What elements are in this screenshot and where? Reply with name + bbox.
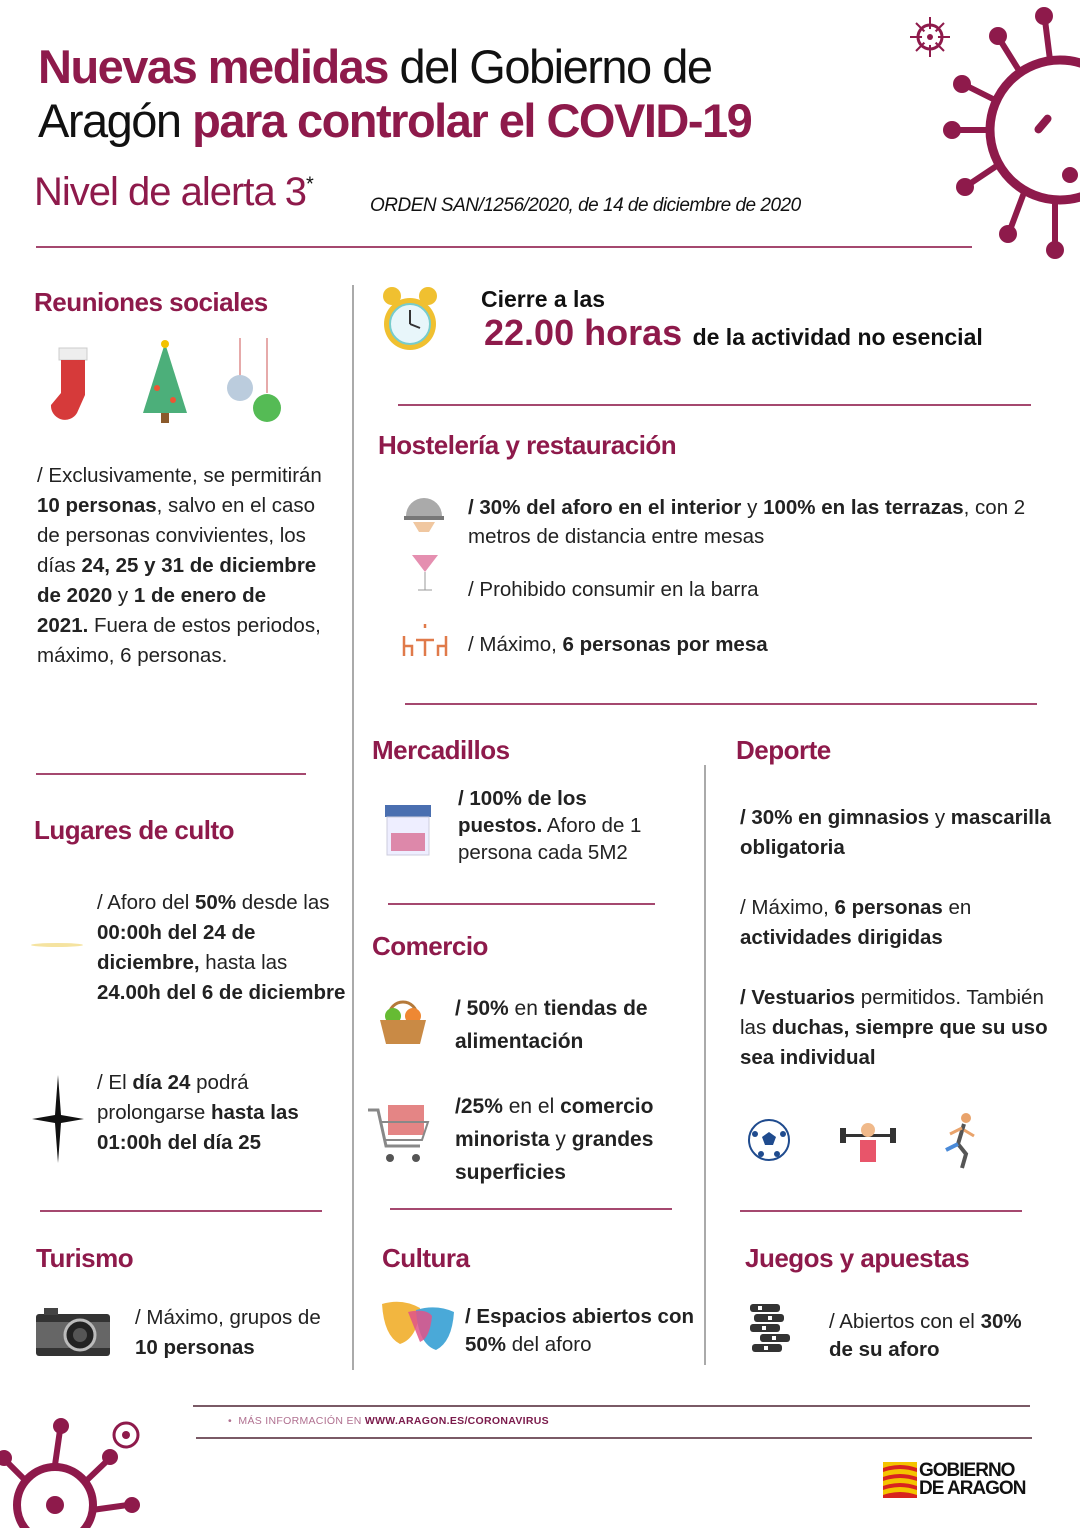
- text-segment: y: [741, 496, 764, 519]
- section-divider: [398, 404, 1031, 406]
- hosteleria-text-2: [468, 575, 1028, 605]
- text-segment: / Máximo,: [740, 896, 835, 919]
- text-segment: Aforo de 1 persona cada 5M2: [458, 814, 642, 864]
- ornaments-icon: [225, 338, 285, 428]
- cultura-text: [465, 1303, 695, 1359]
- section-title-cultura: Cultura: [382, 1243, 470, 1273]
- comercio-text-2: [455, 1090, 700, 1189]
- title-line-1: [38, 40, 751, 94]
- christmas-tree-icon: [135, 338, 195, 428]
- bold-text: / 50%: [455, 997, 509, 1020]
- bold-text: / Espacios abiertos con 50%: [465, 1305, 694, 1356]
- text-segment: , salvo en el caso de personas convivientes, los días: [37, 494, 316, 577]
- bold-text: 30% de su aforo: [829, 1310, 1022, 1361]
- bold-text: Nuevas medidas: [38, 40, 388, 93]
- bold-text: 24, 25 y 31 de diciembre de 2020: [37, 554, 317, 607]
- order-reference: ORDEN SAN/1256/2020, de 14 de diciembre de 2020: [370, 195, 801, 216]
- bold-text: actividades dirigidas: [740, 926, 943, 949]
- deporte-text-2: [740, 893, 1060, 953]
- bold-text: /25%: [455, 1095, 503, 1118]
- culto-text-1: [97, 888, 347, 1008]
- market-stall-icon: [383, 803, 433, 857]
- bold-text: día 24: [132, 1071, 191, 1094]
- deporte-text-3: [740, 983, 1070, 1073]
- text-segment: desde las: [236, 891, 330, 914]
- casino-chips-icon: [748, 1300, 794, 1358]
- text-segment: / Máximo, grupos de: [135, 1306, 321, 1329]
- closing-time: [484, 312, 983, 354]
- text-segment: del Gobierno de: [387, 40, 712, 93]
- bold-text: 100% en las terrazas: [763, 496, 964, 519]
- section-title-juegos: Juegos y apuestas: [745, 1243, 970, 1273]
- alarm-clock-icon: [380, 284, 440, 356]
- mercadillos-text: [458, 785, 673, 866]
- text-segment: permitidos. También las: [740, 986, 1044, 1039]
- deporte-text-1: [740, 803, 1060, 863]
- section-divider: [740, 1210, 1022, 1212]
- more-info-prefix-text: MÁS INFORMACIÓN EN: [238, 1415, 365, 1427]
- bold-text: 00:00h del 24 de diciembre,: [97, 921, 256, 974]
- text-segment: del aforo: [506, 1333, 592, 1356]
- section-divider: [388, 903, 655, 905]
- logo-line-2: DE ARAGON: [919, 1478, 1026, 1499]
- footer-bottom-rule: [196, 1437, 1032, 1439]
- column-divider: [352, 285, 354, 1370]
- sparkle-icon: [30, 935, 85, 955]
- text-segment: Fuera de estos periodos, máximo, 6 personas.: [37, 614, 321, 667]
- text-segment: y: [549, 1128, 572, 1151]
- alert-asterisk: *: [306, 173, 313, 196]
- bold-text: 50%: [195, 891, 237, 914]
- closing-time-value: 22.00 horas: [484, 312, 683, 353]
- bold-text: 1 de enero de 2021.: [37, 584, 267, 637]
- section-divider: [390, 1208, 672, 1210]
- bold-text: 10 personas: [135, 1336, 255, 1359]
- footer-top-rule: [193, 1405, 1030, 1407]
- alert-level-text: Nivel de alerta 3: [34, 170, 307, 214]
- header-divider: [36, 246, 972, 248]
- aragon-flag-icon: [883, 1462, 917, 1498]
- more-info: [228, 1415, 549, 1427]
- text-segment: en el: [502, 1095, 561, 1118]
- section-divider: [40, 1210, 322, 1212]
- soccer-ball-icon: [747, 1118, 791, 1162]
- bold-text: duchas, siempre que su uso sea individual: [740, 1016, 1048, 1069]
- gobierno-aragon-logo: [883, 1462, 1025, 1498]
- basket-icon: [377, 992, 429, 1046]
- table-chairs-icon: [400, 612, 450, 660]
- runner-icon: [940, 1112, 980, 1170]
- bold-text: tiendas de alimentación: [455, 997, 648, 1053]
- stocking-icon: [45, 343, 100, 428]
- text-segment: / Abiertos con el: [829, 1310, 981, 1333]
- bold-text: comercio minorista: [455, 1095, 654, 1151]
- section-title-mercadillos: Mercadillos: [372, 735, 510, 765]
- bold-text: 6 personas: [834, 896, 943, 919]
- text-segment: podrá prolongarse: [97, 1071, 249, 1124]
- cloche-icon: [403, 492, 445, 534]
- theater-masks-icon: [380, 1300, 456, 1352]
- section-divider: [405, 703, 1037, 705]
- bold-text: hasta las 01:00h del día 25: [97, 1101, 299, 1154]
- bold-text: para controlar el COVID-19: [192, 94, 752, 147]
- text-segment: , con 2 metros de distancia entre mesas: [468, 496, 1026, 548]
- cocktail-icon: [410, 550, 440, 595]
- hosteleria-text-3: [468, 630, 1028, 660]
- juegos-text: [829, 1308, 1039, 1364]
- text-segment: / El: [97, 1071, 133, 1094]
- logo-line-1: GOBIERNO: [919, 1460, 1015, 1481]
- closing-suffix: de la actividad no esencial: [692, 324, 983, 350]
- camera-icon: [36, 1308, 110, 1356]
- shopping-cart-icon: [366, 1100, 432, 1166]
- section-title-hosteleria: Hostelería y restauración: [378, 430, 677, 460]
- bold-text: 24.00h del 6 de diciembre: [97, 981, 346, 1004]
- section-title-deporte: Deporte: [736, 735, 831, 765]
- reuniones-text: [37, 461, 322, 671]
- text-segment: / Prohibido consumir en la barra: [468, 578, 759, 601]
- turismo-text: [135, 1303, 335, 1363]
- section-title-comercio: Comercio: [372, 931, 488, 961]
- alert-level: [34, 170, 313, 215]
- page-title: [38, 40, 751, 148]
- column-divider: [704, 765, 706, 1365]
- text-segment: hasta las: [199, 951, 288, 974]
- text-segment: y: [112, 584, 134, 607]
- section-title-turismo: Turismo: [36, 1243, 134, 1273]
- weightlifting-icon: [838, 1118, 898, 1166]
- virus-decoration-icon: [940, 0, 1080, 260]
- text-segment: / Exclusivamente, se permitirán: [37, 464, 322, 487]
- small-virus-icon: [905, 15, 955, 60]
- title-line-2: [38, 94, 751, 148]
- bold-text: / 30% en gimnasios: [740, 806, 930, 829]
- section-divider: [36, 773, 306, 775]
- virus-decoration-bottom-icon: [0, 1410, 150, 1528]
- culto-text-2: [97, 1068, 337, 1158]
- section-title-reuniones: Reuniones sociales: [34, 287, 268, 317]
- comercio-text-1: [455, 992, 695, 1058]
- text-segment: en: [508, 997, 544, 1020]
- bold-text: mascarilla obligatoria: [740, 806, 1052, 859]
- more-info-prefix: • MÁS INFORMACIÓN EN: [228, 1415, 365, 1427]
- section-title-culto: Lugares de culto: [34, 815, 235, 845]
- bold-text: grandes superficies: [455, 1128, 654, 1184]
- text-segment: en: [942, 896, 972, 919]
- text-segment: / Aforo del: [97, 891, 196, 914]
- more-info-link[interactable]: WWW.ARAGON.ES/CORONAVIRUS: [364, 1415, 549, 1427]
- text-segment: y: [929, 806, 951, 829]
- text-segment: / Máximo,: [468, 633, 563, 656]
- star-icon: [32, 1075, 84, 1163]
- hosteleria-text-1: [468, 493, 1038, 551]
- bold-text: / 100% de los puestos.: [458, 787, 587, 837]
- closing-prefix: Cierre a las: [481, 286, 606, 312]
- bold-text: 6 personas por mesa: [562, 633, 768, 656]
- bold-text: / Vestuarios: [740, 986, 856, 1009]
- bold-text: 10 personas: [37, 494, 157, 517]
- text-segment: Aragón: [38, 94, 193, 147]
- bold-text: / 30% del aforo en el interior: [468, 496, 742, 519]
